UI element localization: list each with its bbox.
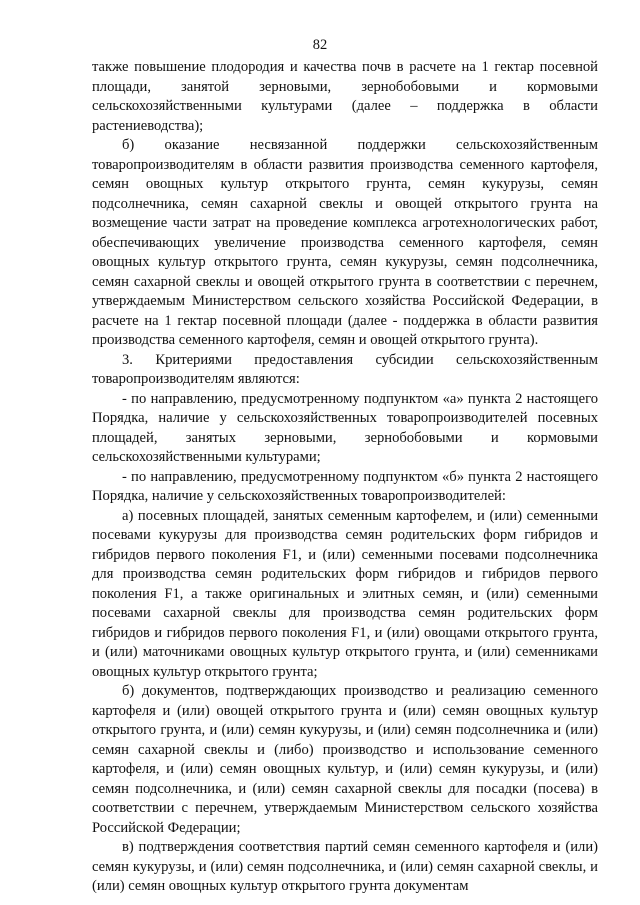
paragraph-criterion-b-b: б) документов, подтверждающих производство и реализацию семенного картофеля и (или) овощей открытого грунта и (или) семян овощных культур открытого грунта, и (или) семян кукурузы, и (или) семян подсолнечника и (или) семян сахарной свеклы и (либо) производство и использование семенного картофеля, и (или) семян овощных культур, и (или) семян кукурузы, и (или) семян подсолнечника, и (или) семян сахарной свеклы для посадки (посева) в соответствии с перечнем, утверждаемым Министерством сельского хозяйства Российской Федерации; (92, 683, 598, 836)
paragraph-criterion-b: - по направлению, предусмотренному подпунктом «б» пункта 2 настоящего Порядка, наличие у сельскохозяйственных товаропроизводителей: (92, 468, 598, 504)
paragraph-item-3: 3. Критериями предоставления субсидии сельскохозяйственным товаропроизводителям являются: (92, 351, 598, 387)
paragraph-subitem-b: б) оказание несвязанной поддержки сельскохозяйственным товаропроизводителям в области развития производства семенного картофеля, семян овощных культур открытого грунта, семян кукурузы, семян подсолнечника, семян сахарной свеклы и овощей открытого грунта на возмещение части затрат на проведение комплекса агротехнологических работ, обеспечивающих увеличение производства семенного картофеля, семян овощных культур открытого грунта, семян кукурузы, семян подсолнечника, семян сахарной свеклы и овощей открытого грунта в соответствии с перечнем, утверждаемым Министерством сельского хозяйства Российской Федерации, в расчете на 1 гектар посевной площади (далее - поддержка в области развития производства семенного картофеля, семян и овощей открытого грунта). (92, 137, 598, 348)
paragraph-criterion-b-a: а) посевных площадей, занятых семенным картофелем, и (или) семенными посевами кукурузы для производства семян родительских форм гибридов и гибридов первого поколения F1, и (или) семенными посевами подсолнечника для производства семян родительских форм гибридов и гибридов первого поколения F1, а также оригинальных и элитных семян, и (или) семенными посевами сахарной свеклы для производства семян родительских форм гибридов и гибридов первого поколения F1, и (или) овощами открытого грунта, и (или) маточниками овощных культур открытого грунта, и (или) семенниками овощных культур открытого грунта; (92, 507, 598, 680)
paragraph-criterion-a: - по направлению, предусмотренному подпунктом «а» пункта 2 настоящего Порядка, наличие у сельскохозяйственных товаропроизводителей посевных площадей, занятых зерновыми, зернобобовыми и кормовыми сельскохозяйственными культурами; (92, 390, 598, 465)
paragraph-criterion-b-v: в) подтверждения соответствия партий семян семенного картофеля и (или) семян кукурузы, и (или) семян подсолнечника, и (или) семян сахарной свеклы, и (или) семян овощных культур открытого грунта документам (92, 839, 598, 894)
page-number: 82 (312, 37, 328, 53)
document-body (92, 58, 598, 897)
paragraph-continuation: также повышение плодородия и качества почв в расчете на 1 гектар посевной площади, занятой зерновыми, зернобобовыми и кормовыми сельскохозяйственными культурами (далее – поддержка в области растениеводства); (92, 59, 598, 134)
